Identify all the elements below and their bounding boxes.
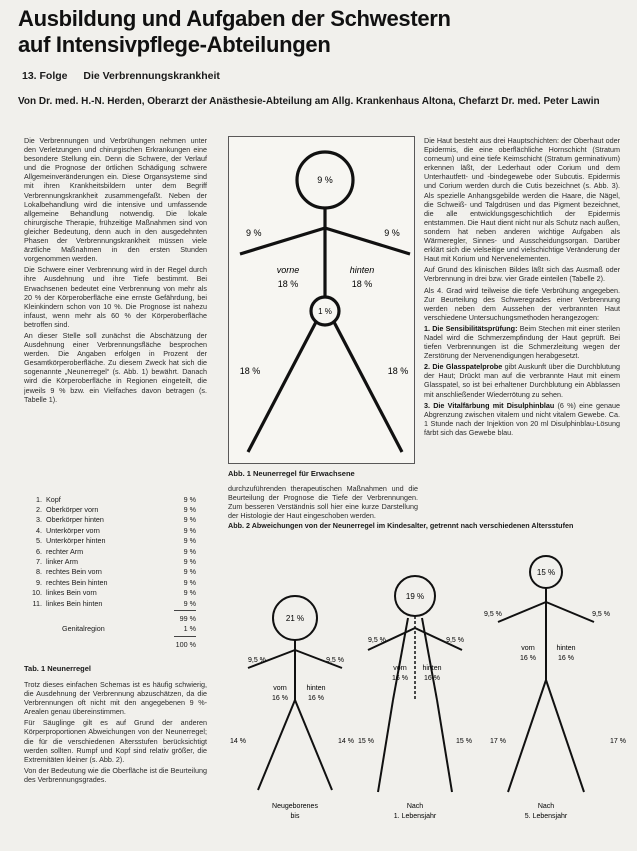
- left-leg-line: [378, 700, 393, 792]
- right-leg-percent: 18 %: [387, 366, 409, 376]
- authors-line: Von Dr. med. H.-N. Herden, Oberarzt der Anästhesie-Abteilung am Allg. Krankenhaus Altona, Chefarzt Dr. med. Peter Lawin: [18, 96, 600, 107]
- torso-left-line: [393, 618, 408, 700]
- table-row: [24, 598, 196, 608]
- row-number: 10.: [32, 588, 42, 598]
- row-part: Kopf: [46, 494, 61, 504]
- right-arm-line: [546, 602, 594, 622]
- back-percent: 16 %: [308, 695, 324, 702]
- test-title: 2. Die Glasspatelprobe: [424, 362, 503, 372]
- test-item: [424, 362, 620, 398]
- table-row: [24, 567, 196, 577]
- head-percent: 9 %: [317, 175, 333, 185]
- paragraph: Von der Bedeutung wie die Oberfläche ist die Beurteilung des Verbrennungsgrades.: [24, 765, 207, 784]
- subtotal: 99 %: [179, 613, 196, 623]
- genital-percent: 1 %: [318, 307, 332, 316]
- table-row: [24, 504, 196, 514]
- age-label-1: Neugeborenes: [272, 803, 318, 810]
- series-label: 13. Folge: [22, 70, 68, 82]
- left-leg-percent: 18 %: [239, 366, 261, 376]
- table-row: [24, 515, 196, 525]
- genital-percent: 1 %: [183, 624, 196, 634]
- right-arm-percent: 9,5 %: [326, 657, 344, 664]
- total: 100 %: [175, 639, 196, 649]
- row-part: rechtes Bein vorn: [46, 567, 102, 577]
- left-leg-line: [508, 680, 546, 792]
- left-arm-percent: 9 %: [246, 228, 262, 238]
- paragraph: Die Haut besteht aus drei Hauptschichten: der Oberhaut oder Epidermis, die eine oberflächliche Hornschicht (Stratum corneum) und eine tiefe Keimschicht (Stratum germinativum) erkennen läßt, der Lederhaut oder Corium und dem Unterhautfett- und -bindegewebe oder Subcutis. Epidermis und Corium werden durch die Cutis bezeichnet (s. Abb. 3). Als spezielle Anhangsgebilde werden die Haare, die Nägel, die Schweiß- und Talgdrüsen und das Pigment bezeichnet, die alle entwicklungsgeschichtlich der Epidermis entstammen. Die Haut dient nicht nur als Schutz nach außen, sondern hat neben anderen wichtige Aufgaben als Wärmeregler, Sinnes- und Ausscheidungsorgan. Darüber erklärt sich die vielseitige und vielschichtige Veränderung der Haut mit Korium und Nervenelementen.: [424, 136, 620, 264]
- front-label: vorn: [273, 685, 287, 692]
- table-row: [24, 536, 196, 546]
- row-percent: 9 %: [183, 505, 196, 515]
- subtitle-text: Die Verbrennungskrankheit: [83, 70, 220, 82]
- row-number: 2.: [36, 505, 42, 515]
- table-row: [24, 525, 196, 535]
- left-leg-percent: 14 %: [230, 738, 246, 745]
- genital-label: Genitalregion: [62, 624, 105, 634]
- child-figure-1-year: [358, 576, 472, 820]
- row-part: rechtes Bein hinten: [46, 577, 108, 587]
- age-label-2: 5. Lebensjahr: [524, 813, 568, 820]
- front-percent: 16 %: [272, 695, 288, 702]
- right-leg-percent: 15 %: [456, 738, 472, 745]
- age-label-1: Nach: [537, 803, 555, 810]
- row-part: Unterkörper vorn: [46, 525, 100, 535]
- paragraph: An dieser Stelle soll zunächst die Abschätzung der Ausdehnung einer Verbrennungsfläche besprochen werden. Die Angaben erfolgen in Prozent der Gesamtkörperoberfläche. Zu diesem Zweck hat sich die sogenannte „Neunerregel“ (s. Abb. 1) bewährt. Danach wird die Körperoberfläche in Regionen eingeteilt, die jeweils 9 % bzw. ein Vielfaches davon betragen (s. Tabelle 1).: [24, 330, 207, 404]
- right-leg-percent: 17 %: [610, 738, 626, 745]
- row-percent: 9 %: [183, 536, 196, 546]
- title-line-1: Ausbildung und Aufgaben der Schwestern: [18, 6, 451, 31]
- right-arm-percent: 9 %: [384, 228, 400, 238]
- row-number: 8.: [36, 567, 42, 577]
- back-label: hinten: [349, 265, 375, 275]
- test-title: 1. Die Sensibilitätsprüfung:: [424, 323, 518, 333]
- left-column-bottom-text: [24, 680, 207, 845]
- right-leg-line: [295, 700, 332, 790]
- table-divider: [174, 610, 196, 611]
- front-label: vorne: [276, 265, 300, 275]
- back-percent: 18 %: [351, 279, 373, 289]
- left-leg-line: [258, 700, 295, 790]
- back-label: hinten: [422, 665, 442, 672]
- right-leg-percent: 14 %: [338, 738, 354, 745]
- front-percent: 18 %: [277, 279, 299, 289]
- table-divider: [174, 636, 196, 637]
- row-percent: 9 %: [183, 494, 196, 504]
- figure-frame: [229, 137, 415, 464]
- back-label: hinten: [556, 645, 576, 652]
- torso-right-line: [422, 618, 437, 700]
- left-arm-line: [498, 602, 546, 622]
- paragraph: Die Verbrennungen und Verbrühungen nehmen unter den Verletzungen und chirurgischen Erkrankungen eine besondere Stellung ein. Denn die Schwere, der Verlauf und die Prognose der örtlichen Schädigung schwere Allgemeinveränderungen ein. Diese Organsysteme sind mit ihren Krankheitsbildern unter dem Begriff Verbrennungskrankheit zusammengefaßt. Neben der Lokalbehandlung wird die intensive und umfassende allgemeine Behandlung notwendig. Die lokale chirurgische Therapie, frühzeitige Maßnahmen sind von gleicher Bedeutung, denn auch in den ausgedehnten Phasen der Verbrennungskrankheit müssen viele ärztliche Maßnahmen in den ersten Stunden vorgenommen werden.: [24, 136, 207, 264]
- front-label: vorn: [521, 645, 535, 652]
- age-label-1: Nach: [406, 803, 424, 810]
- row-number: 11.: [32, 598, 42, 608]
- row-number: 7.: [36, 557, 42, 567]
- row-part: Oberkörper hinten: [46, 515, 104, 525]
- left-leg-percent: 15 %: [358, 738, 374, 745]
- figure-1-stick-figure: [228, 136, 415, 464]
- right-arm-percent: 9,5 %: [592, 611, 610, 618]
- table-row: [24, 556, 196, 566]
- front-percent: 16 %: [520, 655, 536, 662]
- back-percent: 16 %: [424, 675, 440, 682]
- paragraph: Trotz dieses einfachen Schemas ist es häufig schwierig, die Ausdehnung der Verbrennung abzuschätzen, da die Verbrennungen oft nicht mit den angegebenen 9 %-Arealen genau übereinstimmen.: [24, 680, 207, 717]
- table-row: [24, 577, 196, 587]
- paragraph: Als 4. Grad wird teilweise die tiefe Verbrühung angegeben. Zur Beurteilung des Schweregrades einer Verbrennung werden neben dem Aussehen der verbrannten Haut verschiedene Untersuchungsmethoden herangezogen:: [424, 285, 620, 322]
- left-column-text: [24, 136, 207, 488]
- right-leg-line: [437, 700, 452, 792]
- left-arm-percent: 9,5 %: [484, 611, 502, 618]
- article-title: [18, 6, 451, 58]
- test-item: [424, 401, 620, 437]
- paragraph: Die Schwere einer Verbrennung wird in der Regel durch ihre Ausdehnung und ihre Tiefe bestimmt. Bei Erwachsenen bedeutet eine Verbrennung von mehr als 20 % der Körperoberfläche eine ernste Gefährdung, bei Kleinkindern schon von 10 %. Die Prognose ist nahezu infaust, wenn mehr als 60 % der Körperoberfläche betroffen sind.: [24, 265, 207, 329]
- figure-2-child-figures: [228, 540, 628, 840]
- left-arm-percent: 9,5 %: [248, 657, 266, 664]
- row-percent: 9 %: [183, 577, 196, 587]
- left-leg-percent: 17 %: [490, 738, 506, 745]
- age-label-2: bis: [290, 813, 300, 820]
- right-leg-line: [546, 680, 584, 792]
- title-line-2: auf Intensivpflege-Abteilungen: [18, 32, 331, 57]
- paragraph: Auf Grund des klinischen Bildes läßt sich das Ausmaß oder Verbrennung in drei bzw. vier Grade einteilen (Tabelle 2).: [424, 265, 620, 284]
- table-subtotal-row: [24, 613, 196, 623]
- table-row: [24, 546, 196, 556]
- row-part: Oberkörper vorn: [46, 505, 99, 515]
- test-text: (6 %) eine genaue Abgrenzung zwischen vitalem und nicht vitalem Gewebe. Ca. 1 Stunde nach der Injektion von 20 ml Disulphinblau-Lösung färbt sich das Gewebe blau.: [424, 400, 620, 437]
- head-percent: 21 %: [285, 614, 305, 623]
- test-text: Beim Stechen mit einer sterilen Nadel wird die Schmerzempfindung der Haut geprüft. Bei tiefen Verbrennungen ist die Schmerzleitung wegen der Zerstörung der Nervenendigungen herabgesetzt.: [424, 323, 620, 361]
- test-item: [424, 324, 620, 360]
- row-percent: 9 %: [183, 515, 196, 525]
- neunerregel-table: [24, 494, 196, 649]
- age-label-2: 1. Lebensjahr: [393, 813, 437, 820]
- row-percent: 9 %: [183, 588, 196, 598]
- test-title: 3. Die Vitalfärbung mit Disulphinblau: [424, 400, 555, 410]
- row-number: 5.: [36, 536, 42, 546]
- head-percent: 15 %: [536, 568, 556, 577]
- figure-1-caption: Abb. 1 Neunerregel für Erwachsene: [228, 469, 355, 478]
- head-percent: 19 %: [405, 592, 425, 601]
- row-part: linkes Bein vorn: [46, 588, 97, 598]
- right-column-text: [424, 136, 620, 514]
- row-percent: 9 %: [183, 546, 196, 556]
- row-part: Unterkörper hinten: [46, 536, 106, 546]
- back-percent: 16 %: [558, 655, 574, 662]
- paragraph: Für Säuglinge gilt es auf Grund der anderen Körperproportionen Abweichungen von der Neunerregel; die für die verschiedenen Altersstufen berücksichtigt werden sollten. Rumpf und Kopf sind relativ größer, die Extremitäten kleiner (s. Abb. 2).: [24, 718, 207, 764]
- back-label: hinten: [306, 685, 326, 692]
- child-figure-5-years: [484, 556, 626, 820]
- table-row: [24, 588, 196, 598]
- table-total-row: [24, 639, 196, 649]
- row-percent: 9 %: [183, 567, 196, 577]
- figure-2-caption: Abb. 2 Abweichungen von der Neunerregel im Kindesalter, getrennt nach verschiedenen Altersstufen: [228, 521, 574, 530]
- article-subtitle: [22, 70, 220, 82]
- row-number: 6.: [36, 546, 42, 556]
- test-text: gibt Auskunft über die Durchblutung der Haut; Drückt man auf die verbrannte Haut mit einem Glasspatel, so ist bei erhaltener Durchblutung ein Abblassen mit anschließender Wiederrötung zu sehen.: [424, 362, 620, 399]
- front-percent: 16 %: [392, 675, 408, 682]
- child-figure-newborn: [230, 596, 354, 820]
- table-genital-row: [24, 624, 196, 634]
- row-number: 1.: [36, 494, 42, 504]
- row-percent: 9 %: [183, 598, 196, 608]
- row-number: 3.: [36, 515, 42, 525]
- left-arm-percent: 9,5 %: [368, 637, 386, 644]
- row-number: 9.: [36, 577, 42, 587]
- row-part: rechter Arm: [46, 546, 84, 556]
- table-row: [24, 494, 196, 504]
- row-percent: 9 %: [183, 525, 196, 535]
- middle-column-text: durchzuführenden therapeutischen Maßnahmen und die Beurteilung der Prognose die Tiefe der Verbrennungen. Zum besseren Verständnis soll hier eine kurze Darstellung der Histologie der Haut eingeschoben werden.: [228, 484, 418, 520]
- table-caption: Tab. 1 Neunerregel: [24, 664, 91, 673]
- row-number: 4.: [36, 525, 42, 535]
- front-label: vorn: [393, 665, 407, 672]
- row-percent: 9 %: [183, 557, 196, 567]
- row-part: linkes Bein hinten: [46, 598, 103, 608]
- right-arm-percent: 9,5 %: [446, 637, 464, 644]
- row-part: linker Arm: [46, 557, 78, 567]
